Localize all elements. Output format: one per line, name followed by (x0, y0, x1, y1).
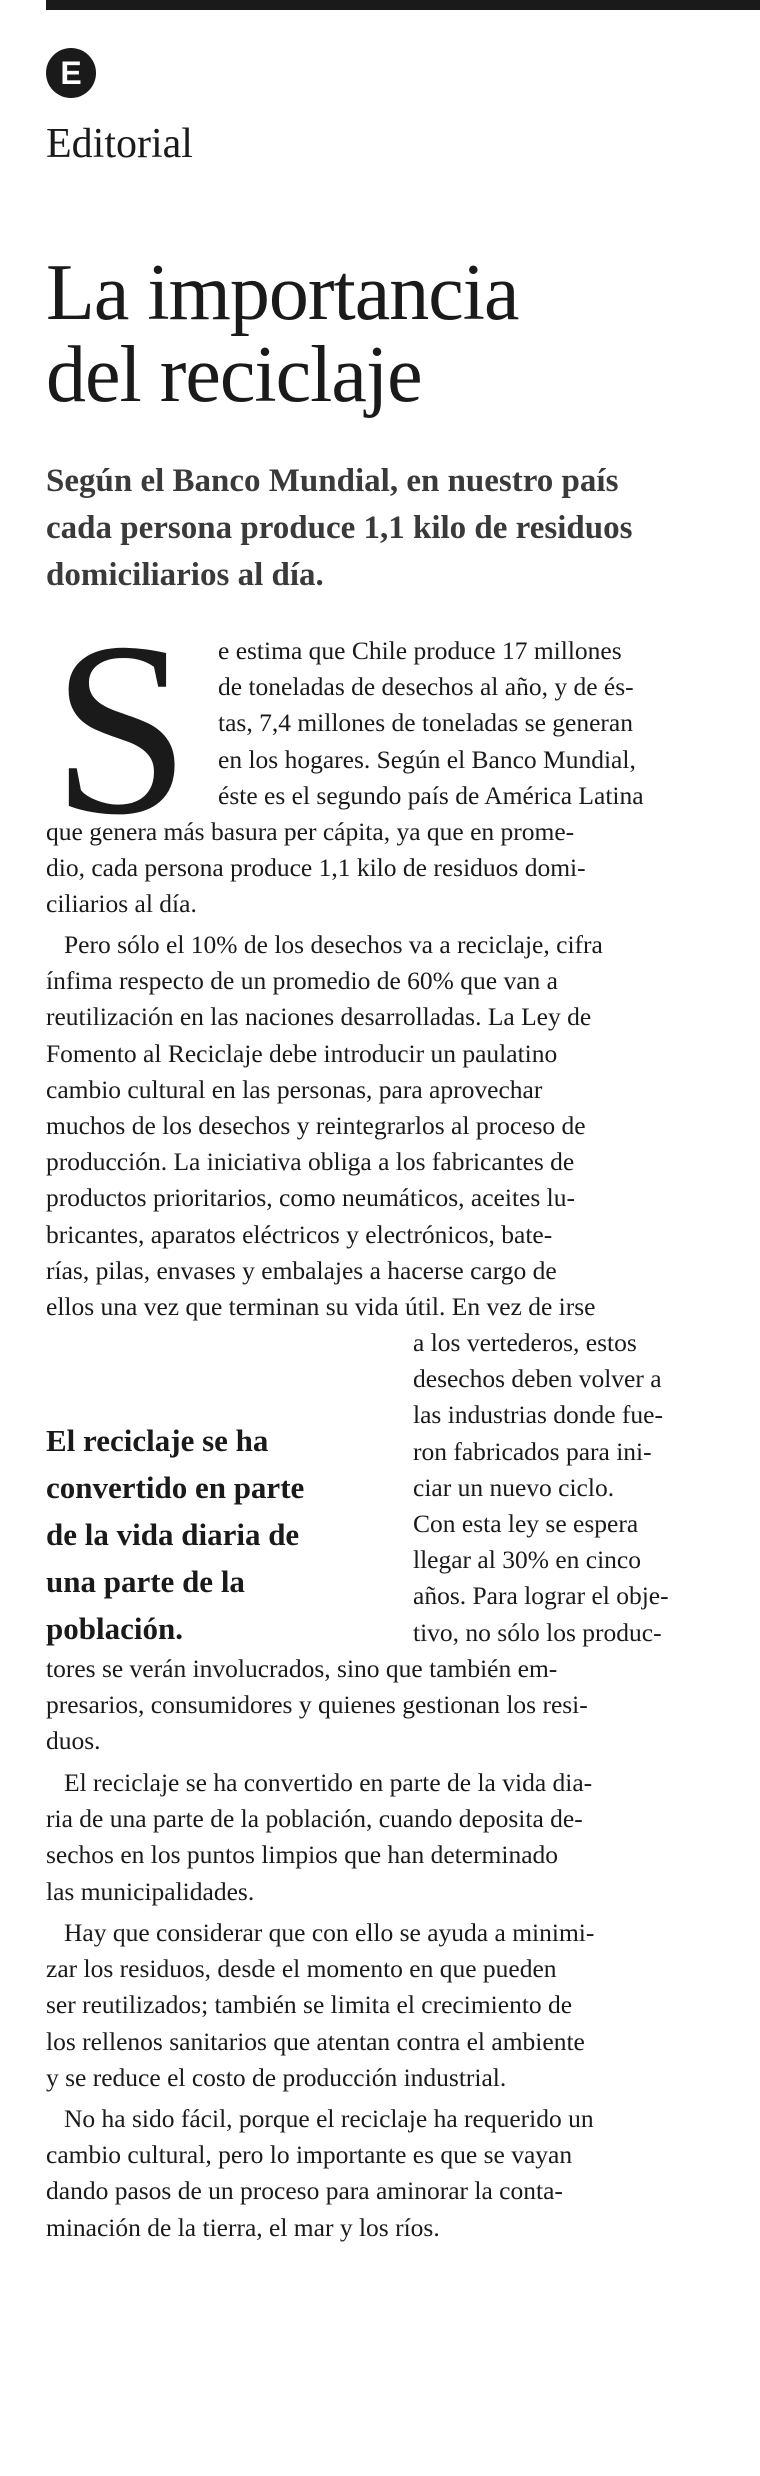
body-line: Hay que considerar que con ello se ayuda a minimi- (64, 1918, 595, 1947)
paragraph-4 (46, 1915, 730, 2096)
body-line: tivo, no sólo los produc- (413, 1617, 662, 1647)
body-line: dando pasos de un proceso para aminorar la conta- (46, 2176, 563, 2206)
body-line: productos prioritarios, como neumáticos, aceites lu- (46, 1183, 575, 1213)
section-label: Editorial (46, 121, 193, 167)
pull-quote-line: convertido en parte (46, 1470, 305, 1505)
paragraph-1-continued (46, 814, 730, 923)
body-line: e estima que Chile produce 17 millones (218, 636, 622, 665)
body-line: No ha sido fácil, porque el reciclaje ha requerido un (64, 2104, 594, 2133)
pull-quote-line: El reciclaje se ha (46, 1423, 269, 1458)
drop-cap: S (52, 591, 190, 866)
body-line: desechos deben volver a (413, 1364, 662, 1394)
body-line: éste es el segundo país de América Latina (218, 780, 644, 810)
deck-line: Según el Banco Mundial, en nuestro país (46, 463, 619, 499)
body-line: Fomento al Reciclaje debe introducir un paulatino (46, 1038, 558, 1068)
paragraph-2-tail (46, 1651, 730, 1760)
body-line: tas, 7,4 millones de toneladas se generan (218, 708, 633, 738)
body-line: tores se verán involucrados, sino que también em- (46, 1654, 558, 1683)
body-line: a los vertederos, estos (413, 1328, 637, 1357)
top-rule (46, 0, 760, 10)
body-line: zar los residuos, desde el momento en que pueden (46, 1954, 557, 1984)
body-line: en los hogares. Según el Banco Mundial, (218, 744, 636, 774)
body-line: que genera más basura per cápita, ya que en prome- (46, 817, 575, 846)
pull-quote-line: de la vida diaria de (46, 1517, 300, 1552)
pull-quote-line: población. (46, 1611, 183, 1646)
body-line: sechos en los puntos limpios que han determinado (46, 1840, 559, 1870)
body-line: ciar un nuevo ciclo. (413, 1472, 615, 1502)
body-line: Pero sólo el 10% de los desechos va a reciclaje, cifra (64, 930, 603, 959)
body-line: los rellenos sanitarios que atentan contra el ambiente (46, 2026, 585, 2056)
deck (46, 458, 726, 599)
headline-line: La importancia (46, 249, 519, 337)
body-line: las industrias donde fue- (413, 1400, 663, 1430)
body-line: cambio cultural, pero lo importante es que se vayan (46, 2140, 573, 2170)
body-line: Con esta ley se espera (413, 1509, 639, 1539)
body-line: bricantes, aparatos eléctricos y electrónicos, bate- (46, 1219, 553, 1249)
body-line: reutilización en las naciones desarrolladas. La Ley de (46, 1002, 592, 1032)
headline (46, 249, 726, 419)
body-line: años. Para lograr el obje- (413, 1581, 669, 1611)
paragraph-5 (46, 2101, 730, 2246)
deck-line: domiciliarios al día. (46, 557, 324, 593)
body-line: y se reduce el costo de producción industrial. (46, 2062, 507, 2092)
body-line: rías, pilas, envases y embalajes a hacerse cargo de (46, 1255, 557, 1285)
body-line: ciliarios al día. (46, 889, 197, 919)
body-line: duos. (46, 1726, 101, 1756)
paragraph-3 (46, 1765, 730, 1910)
pull-quote-line: una parte de la (46, 1564, 245, 1599)
body-line: minación de la tierra, el mar y los ríos. (46, 2212, 440, 2242)
body-line: El reciclaje se ha convertido en parte de la vida dia- (64, 1768, 593, 1797)
body-line: muchos de los desechos y reintegrarlos al proceso de (46, 1111, 586, 1141)
body-line: presarios, consumidores y quienes gestionan los resi- (46, 1690, 588, 1720)
body-line: producción. La iniciativa obliga a los fabricantes de (46, 1147, 575, 1177)
body-line: las municipalidades. (46, 1876, 255, 1906)
paragraph-2 (46, 927, 730, 1325)
body-line: de toneladas de desechos al año, y de és- (218, 672, 634, 702)
pull-quote (46, 1417, 406, 1652)
body-line: ser reutilizados; también se limita el crecimiento de (46, 1990, 573, 2020)
body-line: ellos una vez que terminan su vida útil. En vez de irse (46, 1292, 596, 1322)
deck-line: cada persona produce 1,1 kilo de residuos (46, 510, 633, 546)
body-line: ínfima respecto de un promedio de 60% que van a (46, 966, 558, 996)
paragraph-1-beside-dropcap (218, 633, 730, 814)
body-line: dio, cada persona produce 1,1 kilo de residuos domi- (46, 853, 586, 883)
body-line: ria de una parte de la población, cuando deposita de- (46, 1804, 583, 1834)
headline-line: del reciclaje (46, 331, 422, 419)
body-line: cambio cultural en las personas, para aprovechar (46, 1074, 543, 1104)
body-line: llegar al 30% en cinco (413, 1545, 641, 1575)
paragraph-2-narrow-column (413, 1325, 733, 1651)
section-badge: E (46, 48, 96, 98)
body-line: ron fabricados para ini- (413, 1436, 652, 1466)
